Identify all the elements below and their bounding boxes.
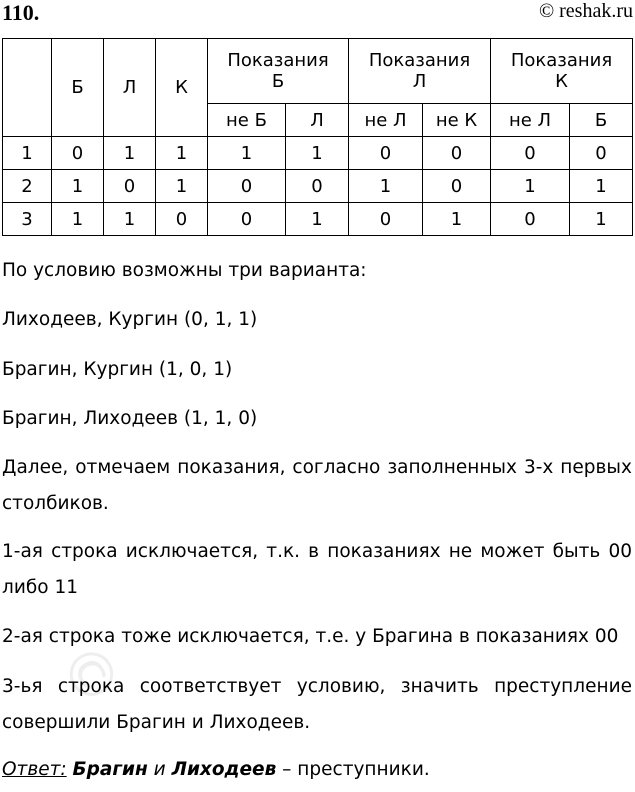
table-cell: 0 [349,203,423,236]
table-cell: 1 [570,170,633,203]
paragraph: 3-ья строка соответствует условию, значить преступление совершили Брагин и Лиходеев. [2,676,632,733]
paragraph: По условию возможны три варианта: [2,260,367,281]
table-cell: 0 [208,170,286,203]
table-cell: 0 [156,203,208,236]
paragraph: Лиходеев, Кургин (0, 1, 1) [2,309,258,330]
table-cell: 0 [491,137,570,170]
header-col: К [156,39,208,137]
group-header: Показания К [491,39,633,104]
paragraph: Брагин, Кургин (1, 0, 1) [2,359,233,380]
table-cell: 1 [52,170,104,203]
group-header: Показания Л [349,39,491,104]
table-cell: 0 [349,137,423,170]
table-row [3,203,633,236]
table-cell: 1 [208,137,286,170]
table-cell: 1 [104,203,156,236]
paragraph: 2-ая строка тоже исключается, т.е. у Брагина в показаниях 00 [2,626,619,647]
table-cell: 1 [3,137,52,170]
table-cell: 1 [156,137,208,170]
table-cell: 0 [286,170,349,203]
table-cell: 1 [286,137,349,170]
sub-header: Б [570,104,633,137]
table-cell: 1 [286,203,349,236]
table-cell: 1 [491,170,570,203]
table-cell: 3 [3,203,52,236]
header-empty [3,39,52,137]
sub-header: не Б [208,104,286,137]
problem-number: 110. [2,0,40,25]
solution-table [2,38,633,236]
sub-header: не К [423,104,491,137]
table-cell: 2 [3,170,52,203]
answer: Ответ: Брагин и Лиходеев – преступники. [2,759,430,780]
table-row [3,170,633,203]
table-cell: 0 [423,170,491,203]
table-cell: 1 [156,170,208,203]
watermark: © [44,631,136,719]
table-cell: 0 [491,203,570,236]
table-cell: 1 [349,170,423,203]
sub-header: не Л [349,104,423,137]
table-cell: 1 [52,203,104,236]
site-credit: © reshak.ru [538,0,633,22]
table-cell: 0 [208,203,286,236]
sub-header: Л [286,104,349,137]
paragraph: Брагин, Лиходеев (1, 1, 0) [2,408,258,429]
table-cell: 0 [52,137,104,170]
table-row [3,137,633,170]
table-cell: 1 [423,203,491,236]
header-col: Л [104,39,156,137]
table-cell: 0 [104,170,156,203]
table-cell: 0 [570,137,633,170]
group-header: Показания Б [208,39,349,104]
table-cell: 1 [104,137,156,170]
header-col: Б [52,39,104,137]
paragraph: Далее, отмечаем показания, согласно заполненных 3-х первых столбиков. [2,457,632,514]
paragraph: 1-ая строка исключается, т.к. в показаниях не может быть 00 либо 11 [2,541,632,598]
table-cell: 0 [423,137,491,170]
table-cell: 1 [570,203,633,236]
sub-header: не Л [491,104,570,137]
